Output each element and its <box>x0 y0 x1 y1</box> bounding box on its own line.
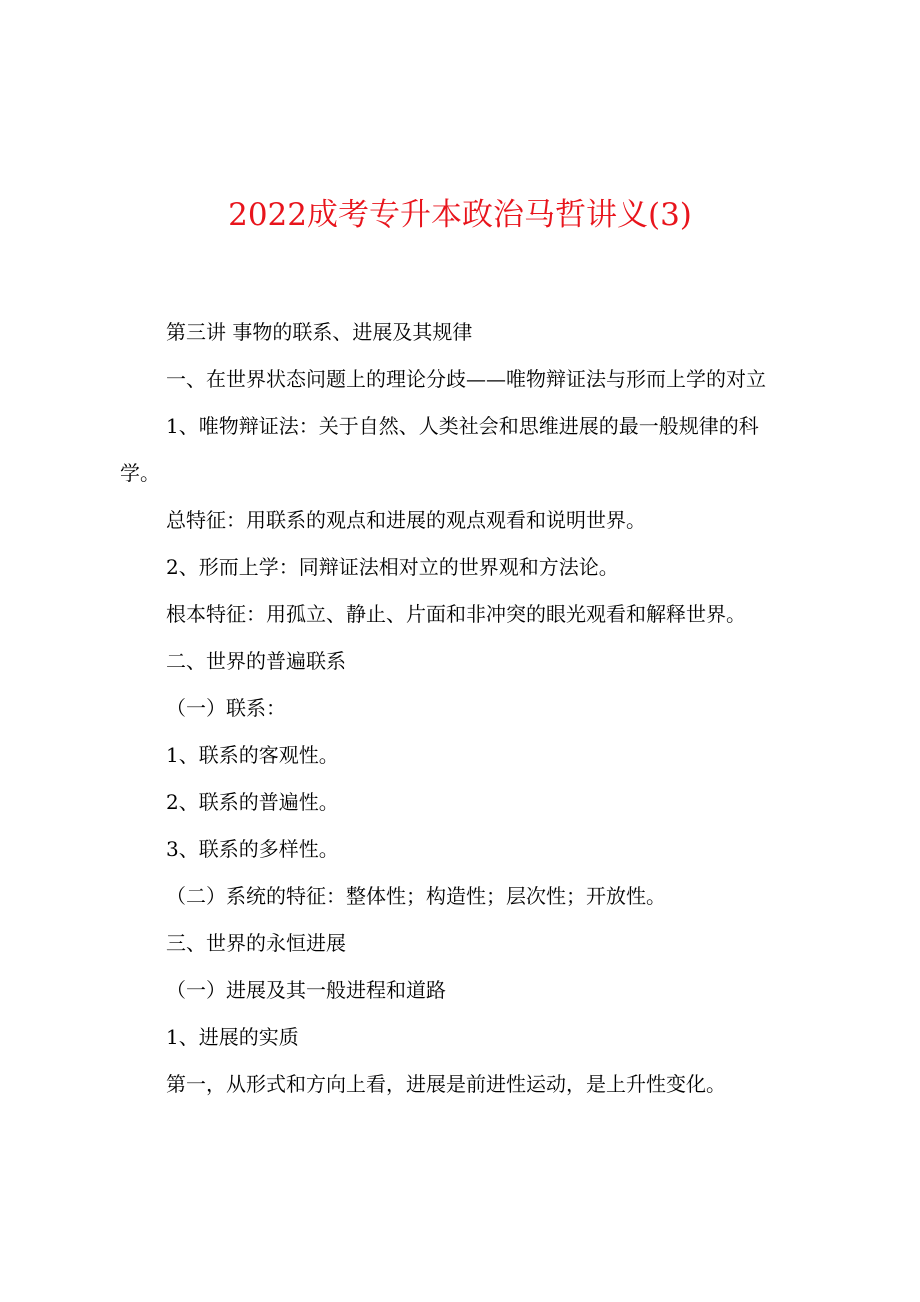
list-item: 1、联系的客观性。 <box>166 743 339 767</box>
paragraph-line: 根本特征：用孤立、静止、片面和非冲突的眼光观看和解释世界。 <box>166 602 746 626</box>
section-heading-3: 三、世界的永恒进展 <box>166 931 346 955</box>
paragraph-line: 1、唯物辩证法：关于自然、人类社会和思维进展的最一般规律的科 <box>166 414 759 438</box>
lecture-heading: 第三讲 事物的联系、进展及其规律 <box>166 320 473 344</box>
subsection-heading: （一）进展及其一般进程和道路 <box>166 978 446 1002</box>
paragraph-line: 2、形而上学：同辩证法相对立的世界观和方法论。 <box>166 555 619 579</box>
paragraph-dialectics <box>120 414 810 485</box>
paragraph-line: 总特征：用联系的观点和进展的观点观看和说明世界。 <box>166 508 646 532</box>
subsection-heading: （一）联系： <box>166 696 286 720</box>
list-item: 1、进展的实质 <box>166 1025 299 1049</box>
list-item: 2、联系的普遍性。 <box>166 790 339 814</box>
paragraph-line: 学。 <box>120 461 160 485</box>
list-item: 3、联系的多样性。 <box>166 837 339 861</box>
paragraph-line: 第一，从形式和方向上看，进展是前进性运动，是上升性变化。 <box>166 1072 726 1096</box>
subsection-heading: （二）系统的特征：整体性；构造性；层次性；开放性。 <box>166 884 666 908</box>
section-heading-1: 一、在世界状态问题上的理论分歧——唯物辩证法与形而上学的对立 <box>166 367 766 391</box>
document-title: 2022成考专升本政治马哲讲义(3) <box>228 197 692 233</box>
section-heading-2: 二、世界的普遍联系 <box>166 649 346 673</box>
document-body <box>120 320 810 1096</box>
